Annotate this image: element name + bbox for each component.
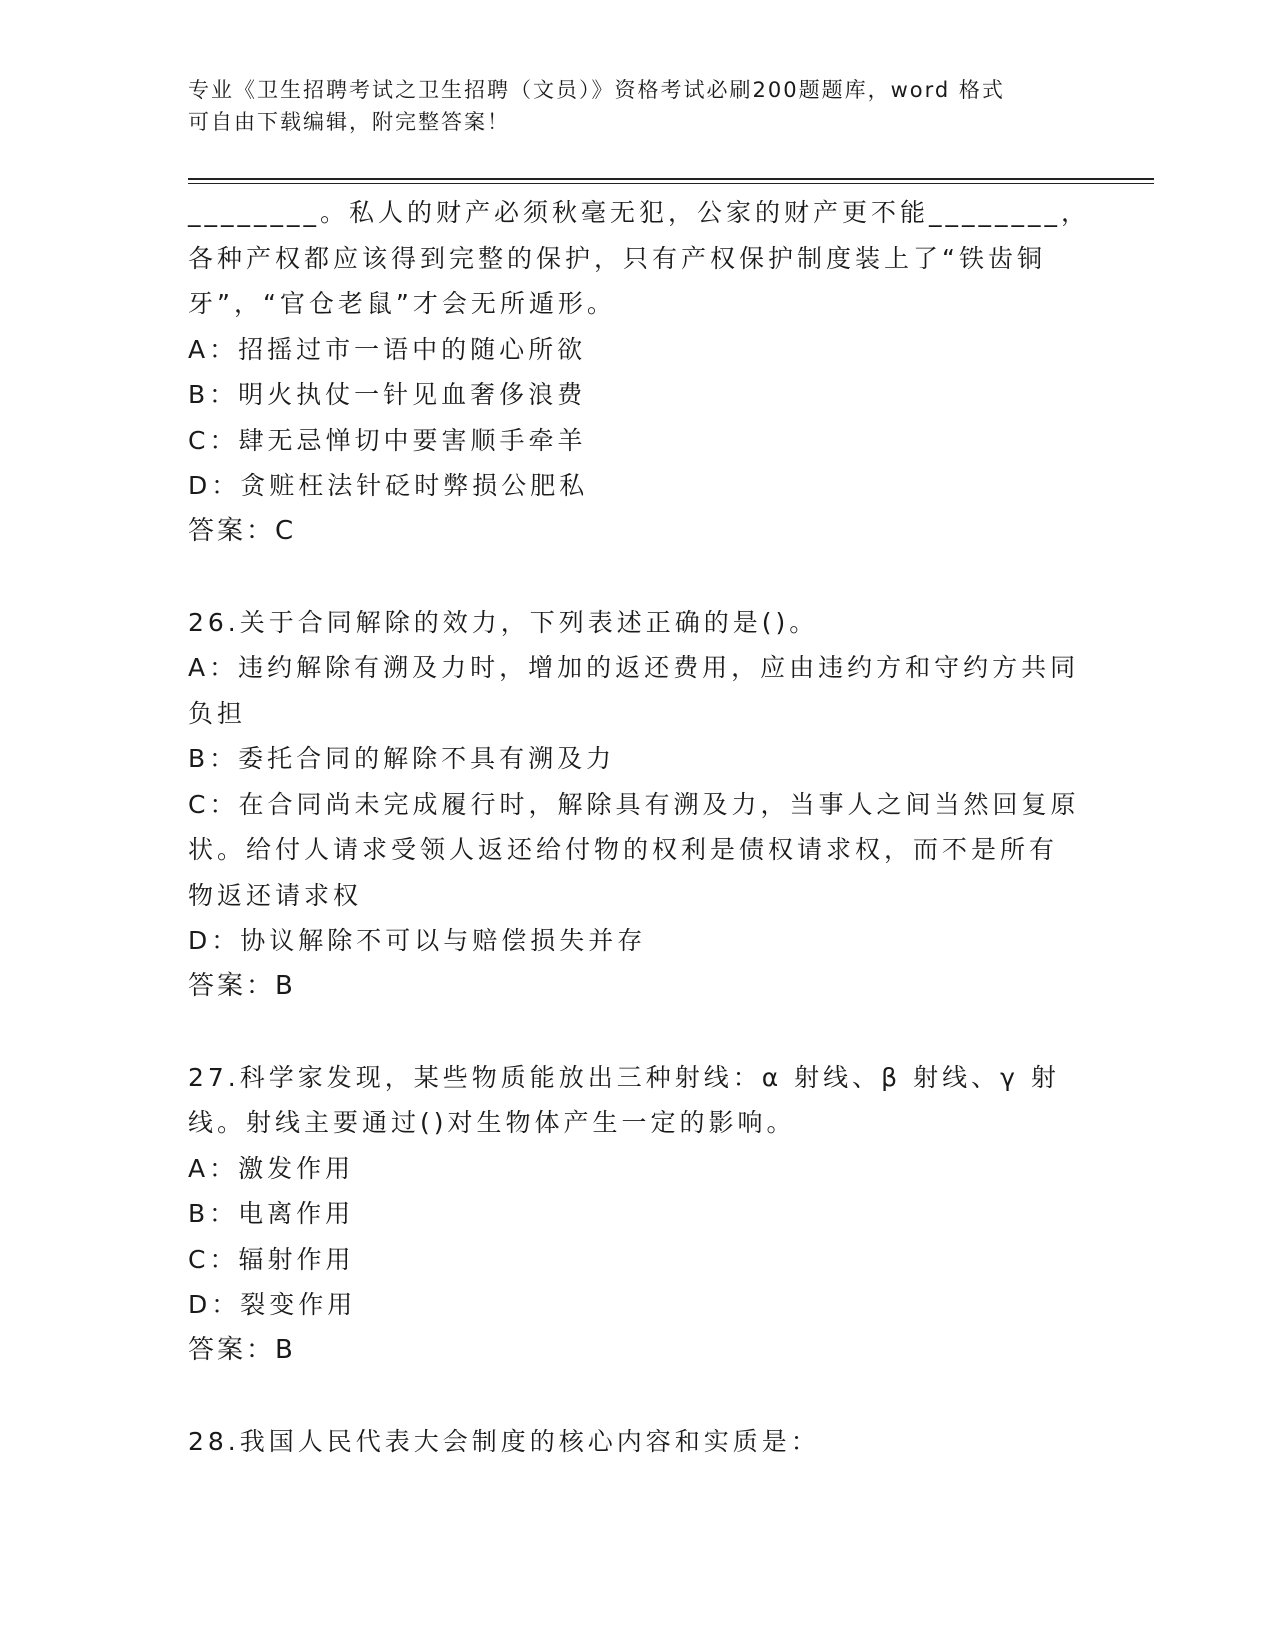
option-b: B：明火执仗一针见血奢侈浪费 <box>188 380 587 409</box>
option-a: A：违约解除有溯及力时，增加的返还费用，应由违约方和守约方共同 <box>188 653 1080 682</box>
question-gap <box>188 1009 1088 1055</box>
question-gap <box>188 1373 1088 1419</box>
question-stem: 27.科学家发现，某些物质能放出三种射线：α 射线、β 射线、γ 射 <box>188 1062 1060 1092</box>
question-27 <box>188 1055 1088 1374</box>
question-gap <box>188 554 1088 600</box>
option-c: C：肆无忌惮切中要害顺手牵羊 <box>188 425 587 455</box>
option-b: B：委托合同的解除不具有溯及力 <box>188 744 616 773</box>
question-28 <box>188 1419 1088 1465</box>
option-d: D：裂变作用 <box>188 1290 357 1319</box>
question-text-line: 各种产权都应该得到完整的保护，只有产权保护制度装上了“铁齿铜 <box>188 243 1046 273</box>
option-d: D：贪赃枉法针砭时弊损公肥私 <box>188 471 589 500</box>
question-text-line: ________。私人的财产必须秋毫无犯，公家的财产更不能________， <box>188 198 1091 227</box>
option-c: C：辐射作用 <box>188 1244 355 1274</box>
question-text-line: 牙”，“官仓老鼠”才会无所遁形。 <box>188 289 616 318</box>
header-title-line-2: 可自由下载编辑，附完整答案！ <box>188 110 510 134</box>
option-c: C：在合同尚未完成履行时，解除具有溯及力，当事人之间当然回复原 <box>188 789 1080 819</box>
option-c-continued: 物返还请求权 <box>188 880 363 910</box>
option-c-continued: 状。给付人请求受领人返还给付物的权利是债权请求权，而不是所有 <box>188 835 1059 864</box>
option-d: D：协议解除不可以与赔偿损失并存 <box>188 926 647 955</box>
question-26 <box>188 600 1088 1010</box>
answer-label: 答案：B <box>188 1334 296 1365</box>
question-stem: 26.关于合同解除的效力，下列表述正确的是()。 <box>188 607 819 637</box>
answer-label: 答案：B <box>188 970 296 1001</box>
option-b: B：电离作用 <box>188 1199 355 1228</box>
option-a-continued: 负担 <box>188 698 247 728</box>
option-a: A：招摇过市一语中的随心所欲 <box>188 334 587 364</box>
option-a: A：激发作用 <box>188 1153 355 1183</box>
question-content <box>188 190 1091 1464</box>
header-title-line-1: 专业《卫生招聘考试之卫生招聘（文员）》资格考试必刷200题题库，word 格式 <box>188 78 1005 102</box>
answer-label: 答案：C <box>188 515 297 546</box>
question-stem-continued: 线。射线主要通过()对生物体产生一定的影响。 <box>188 1108 796 1137</box>
page-header <box>188 74 1068 138</box>
header-divider <box>188 178 1154 184</box>
question-25-continued <box>188 190 1091 554</box>
question-stem: 28.我国人民代表大会制度的核心内容和实质是： <box>188 1426 820 1456</box>
